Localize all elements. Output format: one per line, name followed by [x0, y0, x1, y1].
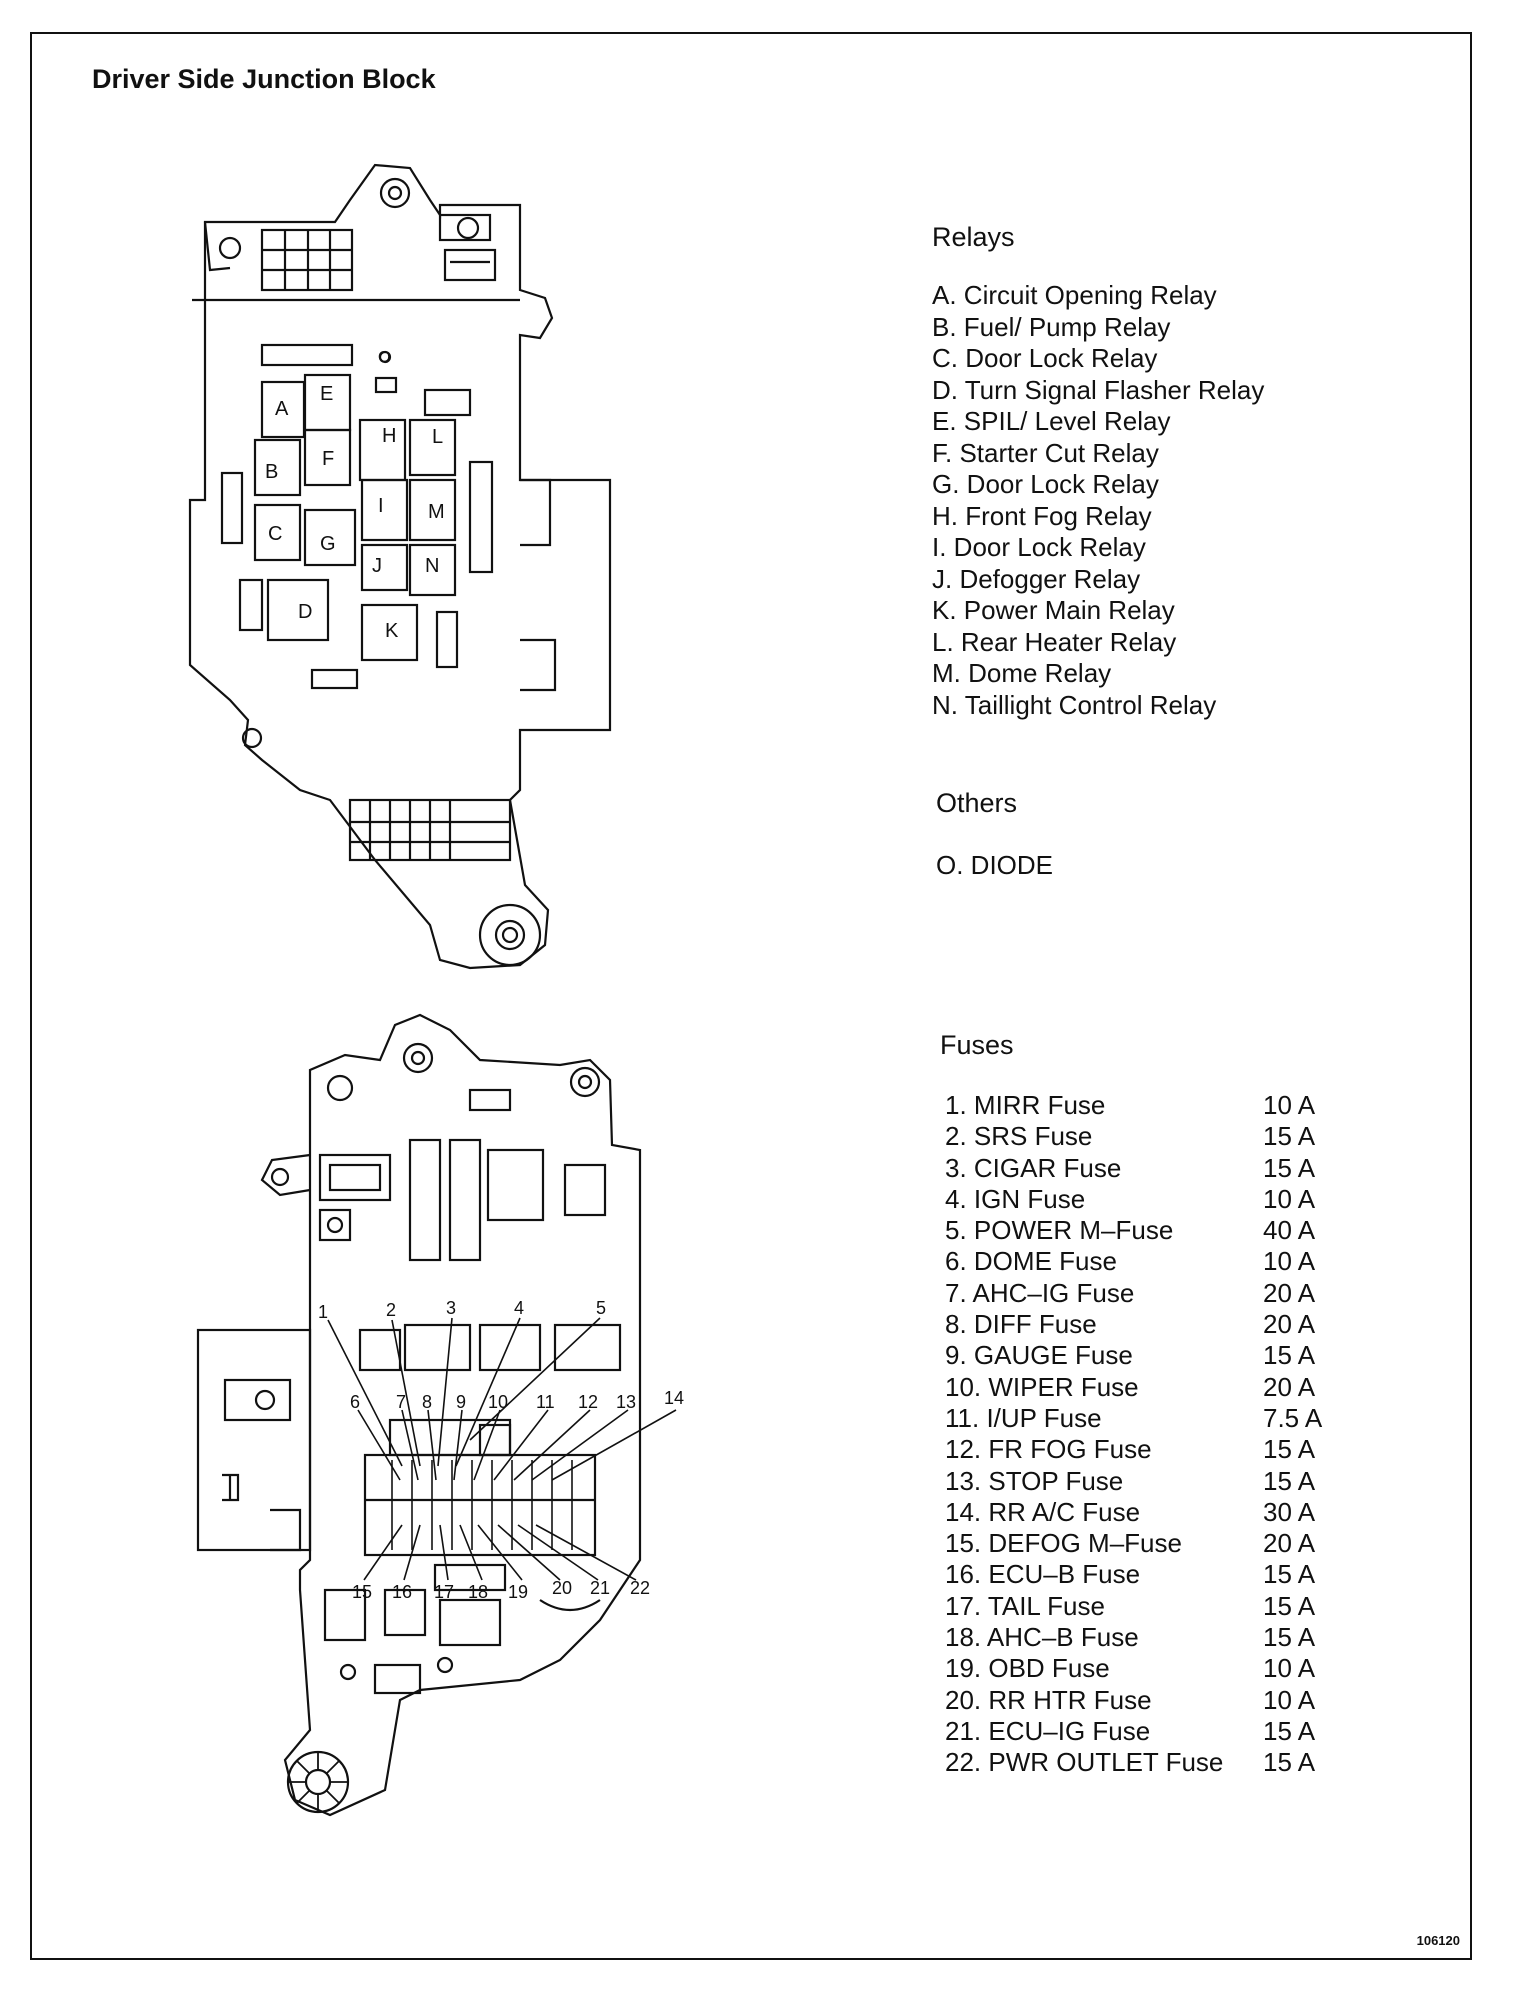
- fuse-callout-13: 13: [616, 1392, 637, 1412]
- relay-item: E. SPIL/ Level Relay: [932, 406, 1171, 436]
- fuse-name: 3. CIGAR Fuse: [945, 1152, 1122, 1183]
- fuse-row: [945, 1622, 1343, 1653]
- fuse-amps: 15 A: [1263, 1715, 1316, 1746]
- fuse-amps: 15 A: [1263, 1590, 1316, 1621]
- relay-letter-g: G: [320, 533, 336, 555]
- fuse-name: 12. FR FOG Fuse: [945, 1434, 1152, 1465]
- fuse-block-outline: [198, 1015, 676, 1815]
- fuse-name: 17. TAIL Fuse: [945, 1590, 1105, 1621]
- fuse-row: [945, 1184, 1343, 1215]
- fuse-callout-16: 16: [392, 1582, 413, 1602]
- fuse-row: [945, 1340, 1343, 1371]
- fuse-callout-6: 6: [350, 1392, 361, 1412]
- relay-letter-m: M: [428, 501, 445, 523]
- fuse-row: [945, 1591, 1343, 1622]
- fuse-amps: 40 A: [1263, 1215, 1316, 1246]
- fuse-row: [945, 1246, 1343, 1277]
- fuse-callout-8: 8: [422, 1392, 433, 1412]
- fuse-row: [945, 1121, 1343, 1152]
- relay-letter-e: E: [320, 383, 334, 405]
- fuse-name: 21. ECU–IG Fuse: [945, 1715, 1151, 1746]
- fuse-amps: 15 A: [1263, 1465, 1316, 1496]
- fuse-callout-9: 9: [456, 1392, 467, 1412]
- fuse-callout-14: 14: [664, 1388, 685, 1408]
- relay-block-outline: [190, 165, 610, 968]
- fuse-callout-10: 10: [488, 1392, 509, 1412]
- relay-item: M. Dome Relay: [932, 658, 1112, 688]
- figure-code: 106120: [1416, 1933, 1460, 1948]
- fuse-row: [945, 1466, 1343, 1497]
- fuse-name: 16. ECU–B Fuse: [945, 1559, 1141, 1590]
- fuse-amps: 15 A: [1263, 1434, 1316, 1465]
- fuse-row: [945, 1372, 1343, 1403]
- relay-item: F. Starter Cut Relay: [932, 437, 1159, 468]
- fuse-name: 20. RR HTR Fuse: [945, 1684, 1152, 1715]
- fuse-row: [945, 1434, 1343, 1465]
- fuse-row: [945, 1747, 1343, 1778]
- fuse-row: [945, 1153, 1343, 1184]
- fuse-callout-1: 1: [318, 1302, 329, 1322]
- fuse-amps: 10 A: [1263, 1653, 1316, 1684]
- fuse-row: [945, 1497, 1343, 1528]
- relay-item: K. Power Main Relay: [932, 595, 1175, 625]
- relay-letter-h: H: [382, 425, 397, 447]
- diode-letter: O: [378, 349, 391, 366]
- fuse-row: [945, 1716, 1343, 1747]
- relay-item: H. Front Fog Relay: [932, 500, 1152, 531]
- fuse-row: [945, 1559, 1343, 1590]
- fuse-row: [945, 1528, 1343, 1559]
- relay-item: N. Taillight Control Relay: [932, 689, 1217, 720]
- fuse-amps: 15 A: [1263, 1622, 1316, 1653]
- fuse-row: [945, 1278, 1343, 1309]
- relay-letter-n: N: [425, 555, 440, 577]
- relay-letter-c: C: [268, 523, 283, 545]
- page-title: Driver Side Junction Block: [92, 64, 436, 94]
- relay-item: B. Fuel/ Pump Relay: [932, 311, 1171, 342]
- fuse-row: [945, 1309, 1343, 1340]
- fuse-callout-5: 5: [596, 1298, 607, 1318]
- relay-letter-d: D: [298, 601, 313, 623]
- fuse-amps: 20 A: [1263, 1528, 1316, 1559]
- relay-letter-k: K: [385, 620, 399, 642]
- fuse-amps: 10 A: [1263, 1183, 1316, 1214]
- relay-letter-b: B: [265, 461, 279, 483]
- fuse-row: [945, 1215, 1343, 1246]
- fuse-name: 10. WIPER Fuse: [945, 1371, 1139, 1402]
- fuse-amps: 20 A: [1263, 1277, 1316, 1308]
- fuse-amps: 20 A: [1263, 1371, 1316, 1402]
- fuse-name: 2. SRS Fuse: [945, 1121, 1093, 1152]
- fuse-name: 22. PWR OUTLET Fuse: [945, 1747, 1224, 1778]
- fuse-callout-20: 20: [552, 1578, 573, 1598]
- relay-item: L. Rear Heater Relay: [932, 626, 1177, 657]
- fuse-callout-22: 22: [630, 1578, 651, 1598]
- fuses-heading: Fuses: [940, 1030, 1014, 1060]
- fuse-callout-4: 4: [514, 1298, 525, 1318]
- fuse-name: 11. I/UP Fuse: [945, 1402, 1102, 1433]
- fuse-amps: 15 A: [1263, 1747, 1316, 1778]
- fuse-name: 6. DOME Fuse: [945, 1246, 1117, 1277]
- relay-item: D. Turn Signal Flasher Relay: [932, 374, 1265, 405]
- fuse-callout-19: 19: [508, 1582, 529, 1602]
- fuses-list: [945, 1090, 1343, 1779]
- relays-heading: Relays: [932, 222, 1015, 252]
- fuse-amps: 20 A: [1263, 1309, 1316, 1340]
- fuse-amps: 15 A: [1263, 1152, 1316, 1183]
- relay-item: I. Door Lock Relay: [932, 532, 1146, 562]
- fuse-name: 15. DEFOG M–Fuse: [945, 1528, 1182, 1559]
- relay-letter-j: J: [372, 555, 382, 577]
- fuse-name: 14. RR A/C Fuse: [945, 1496, 1141, 1527]
- fuse-name: 19. OBD Fuse: [945, 1653, 1110, 1684]
- fuse-row: [945, 1090, 1343, 1121]
- fuse-amps: 30 A: [1263, 1496, 1316, 1527]
- relay-item: A. Circuit Opening Relay: [932, 280, 1217, 310]
- fuse-callout-18: 18: [468, 1582, 489, 1602]
- fuse-callout-21: 21: [590, 1578, 611, 1598]
- fuse-amps: 10 A: [1263, 1246, 1316, 1277]
- fuse-name: 1. MIRR Fuse: [945, 1090, 1106, 1120]
- relay-letter-a: A: [275, 398, 289, 420]
- fuse-callout-7: 7: [396, 1392, 407, 1412]
- fuse-amps: 10 A: [1263, 1090, 1316, 1120]
- fuse-name: 13. STOP Fuse: [945, 1465, 1124, 1496]
- others-heading: Others: [936, 788, 1018, 818]
- others-item: O. DIODE: [936, 850, 1054, 880]
- fuse-row: [945, 1403, 1343, 1434]
- fuse-name: 18. AHC–B Fuse: [945, 1622, 1139, 1653]
- relay-letter-i: I: [378, 495, 384, 517]
- fuse-amps: 10 A: [1263, 1684, 1316, 1715]
- fuse-callout-17: 17: [434, 1582, 455, 1602]
- fuse-callout-11: 11: [536, 1392, 555, 1412]
- relay-letter-l: L: [432, 426, 444, 448]
- fuse-amps: 15 A: [1263, 1340, 1316, 1371]
- fuse-callout-2: 2: [386, 1300, 397, 1320]
- fuse-row: [945, 1685, 1343, 1716]
- relay-item: J. Defogger Relay: [932, 563, 1141, 594]
- fuse-name: 4. IGN Fuse: [945, 1183, 1086, 1214]
- fuse-name: 7. AHC–IG Fuse: [945, 1277, 1135, 1308]
- relay-item: G. Door Lock Relay: [932, 469, 1159, 499]
- relays-list: [932, 280, 1264, 721]
- fuse-amps: 7.5 A: [1263, 1402, 1323, 1433]
- relay-letter-f: F: [322, 448, 335, 470]
- fuse-name: 8. DIFF Fuse: [945, 1309, 1097, 1340]
- fuse-callout-3: 3: [446, 1298, 457, 1318]
- fuse-callout-15: 15: [352, 1582, 373, 1602]
- fuse-callout-12: 12: [578, 1392, 599, 1412]
- fuse-name: 9. GAUGE Fuse: [945, 1340, 1133, 1371]
- relay-item: C. Door Lock Relay: [932, 343, 1158, 373]
- fuse-row: [945, 1653, 1343, 1684]
- fuse-amps: 15 A: [1263, 1559, 1316, 1590]
- fuse-amps: 15 A: [1263, 1121, 1316, 1152]
- fuse-name: 5. POWER M–Fuse: [945, 1215, 1174, 1246]
